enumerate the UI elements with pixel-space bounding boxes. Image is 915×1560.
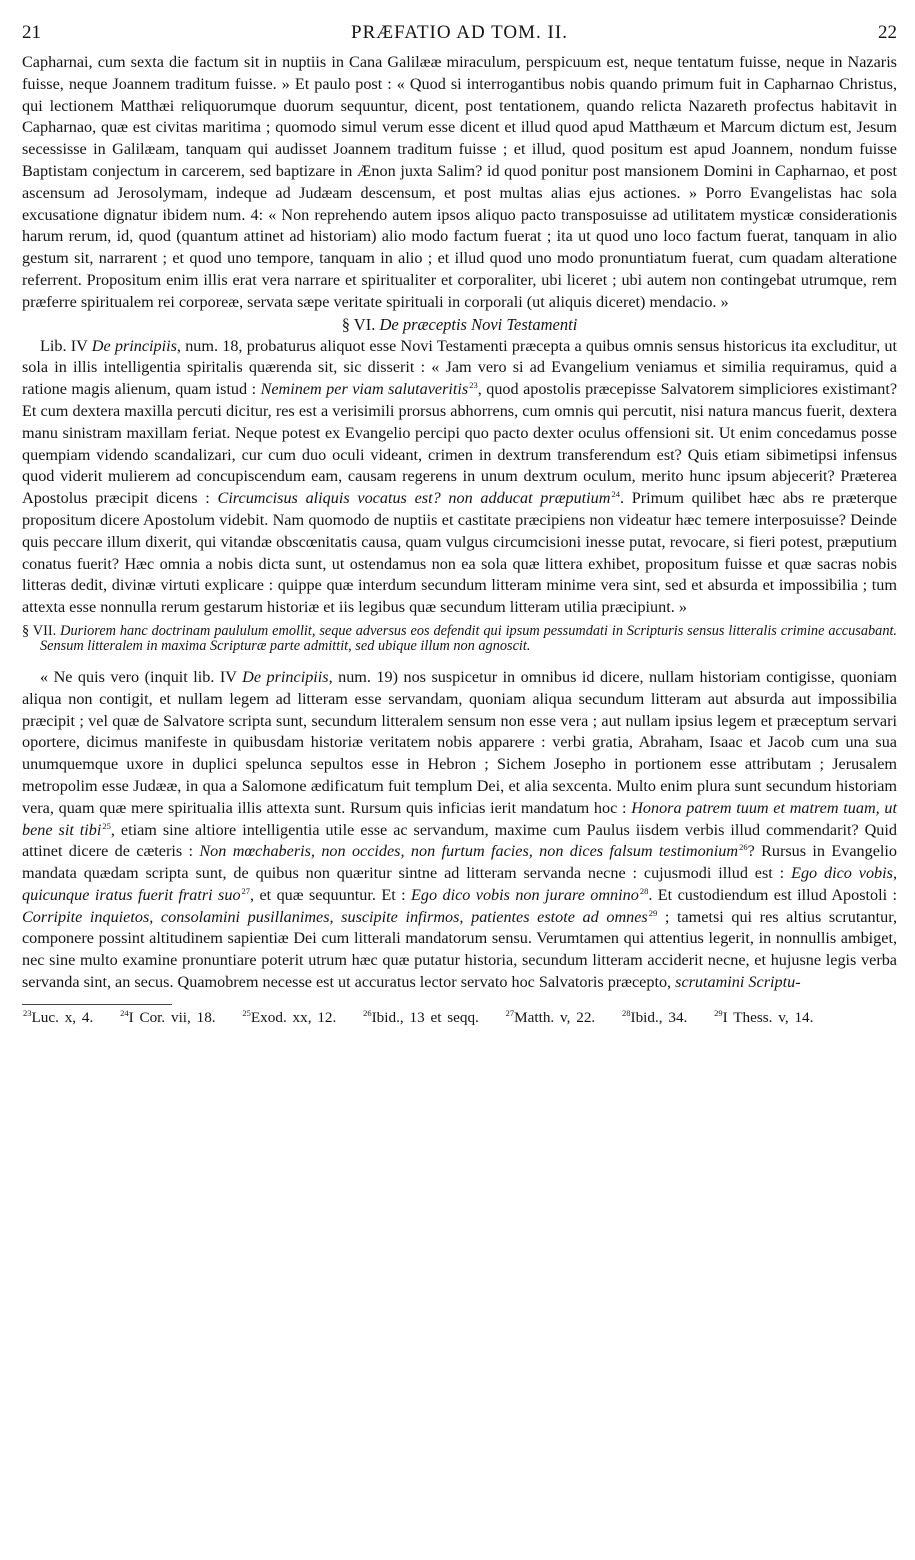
text-run: . Primum quilibet hæc abs re præterque propositum dicere Apostolum videbit. Nam quomodo de nuptiis et castitate præcipiens non videatur hæc temere interposuisse? Deinde quis peccare illum dixerit, qui vitandæ obscœnitatis causa, quam vulgus circumcisioni inesse putat, revocare, si fieri potest, præputium conatus fuerit? Hæc omnia a nobis dicta sunt, ut ostendamus non ea sola quæ littera exhibet, propositum fuisse et quæ sacras nobis litteras dedit, divinæ virtuti explicare : quippe quæ interdum secundum litteram minime vera sint, sed et absurda et impossibilia ; tum attexta esse nonnulla rerum gestarum historiæ et iis legibus quæ secundum litteram utilia præcipiunt. » bbox=[22, 489, 898, 617]
footnote-text: I Cor. vii, 18. bbox=[128, 1008, 216, 1026]
italic-run: Neminem per viam salutaveritis bbox=[260, 380, 469, 399]
footnote-ref: 27 bbox=[241, 885, 251, 896]
italic-run: De principiis bbox=[91, 336, 177, 355]
footnote-marker: 26 bbox=[363, 1007, 372, 1018]
text-run: Lib. IV bbox=[40, 336, 92, 355]
italic-run: De principiis bbox=[242, 667, 329, 686]
footnote-ref: 26 bbox=[739, 842, 748, 853]
footnote-text: Ibid., 34. bbox=[630, 1008, 688, 1026]
footnote-text: Ibid., 13 et seqq. bbox=[371, 1008, 479, 1026]
section-7-summary bbox=[22, 624, 897, 655]
footnote-ref: 28 bbox=[639, 885, 649, 896]
running-head bbox=[22, 22, 897, 52]
italic-run: Corripite inquietos, consolamini pusillanimes, suscipite infirmos, patientes estote ad omnes bbox=[22, 907, 648, 926]
page-number-right: 22 bbox=[878, 22, 897, 43]
section-6-number: § VI. bbox=[341, 314, 376, 334]
footnote-marker: 24 bbox=[120, 1007, 129, 1018]
footnote-ref: 29 bbox=[648, 907, 658, 918]
footnote-marker: 28 bbox=[622, 1007, 631, 1018]
italic-run: Circumcisus aliquis vocatus est? non adducat præputium bbox=[217, 489, 611, 508]
footnote-text: I Thess. v, 14. bbox=[722, 1008, 814, 1026]
text-run: ? Rursus in Evangelio mandata quædam scripta sunt, de quibus non quæritur sintne ad litteram servanda necne : cujusmodi illud est : bbox=[22, 842, 897, 883]
footnotes bbox=[22, 1009, 897, 1027]
page-number-left: 21 bbox=[22, 22, 41, 43]
italic-run: Non mœchaberis, non occides, non furtum facies, non dices falsum testimonium bbox=[199, 842, 739, 861]
footnote-text: Luc. x, 4. bbox=[31, 1008, 94, 1026]
paragraph-2 bbox=[22, 336, 897, 619]
text-run: , et quæ sequuntur. Et : bbox=[250, 885, 412, 904]
footnote-ref: 24 bbox=[611, 489, 620, 500]
text-run: « Ne quis vero (inquit lib. IV bbox=[40, 667, 243, 686]
text-run: ; tametsi qui res altius scrutantur, componere possint altitudinem sapientiæ Dei cum litterali mandatorum sensu. Verumtamen qui attentius legerit, in nonnullis ambiget, nec sine multo examine pronuntiare poterit utrum hæc quæ putatur historia, secundum litteram acciderit necne, et hujusne legis verba servanda sint, an secus. Quamobrem necesse est ut accuratus lector servato hoc Salvatoris præcepto, bbox=[22, 907, 897, 992]
footnote-marker: 23 bbox=[23, 1007, 32, 1018]
footnote-marker: 25 bbox=[242, 1007, 251, 1018]
footnote-marker: 27 bbox=[505, 1007, 515, 1018]
text-run: , num. 18, probaturus aliquot esse Novi Testamenti præcepta a quibus omnis sensus historicus ita excluditur, ut sola in illis intelligentia spiritalis quærenda sit, sic disserit : « Jam vero si ad Evangelium veniamus et similia requiramus, quid a ratione magis alienum, quam istud : bbox=[22, 336, 897, 399]
section-6-heading bbox=[22, 314, 897, 336]
text-run: , etiam sine altiore intelligentia utile esse ac servandum, maxime cum Paulus iisdem verbis illud commendarit? Quid attinet dicere de cæteris : bbox=[22, 820, 897, 861]
italic-run: Honora patrem tuum et matrem tuam, ut bene sit tibi bbox=[22, 798, 897, 839]
paragraph-1: Capharnai, cum sexta die factum sit in nuptiis in Cana Galilææ miraculum, perspicuum est, neque tentatum fuisse, neque in Nazaris fuisse, neque Joannem traditum fuisse. » Et paulo post : « Quod si interrogantibus nobis quando primum fuit in Capharnao Christus, qui lectionem Matthæi reliquorumque duorum sequuntur, dicent, post tentationem, quando relicta Nazareth profectus habitavit in Capharnao, quæ est civitas maritima ; quomodo simul verum esse dicent et illud quod apud Matthæum et Marcum dictum est, Jesum secessisse in Galilæam, tanquam qui audisset Joannem traditum fuisse ; et illud, quod positum est apud Joannem, nondum fuisse Baptistam conjectum in carcerem, sed baptizare in Ænon juxta Salim? id quod ponitur post mansionem Domini in Capharnao, et post ascensum ad Jerosolymam, indeque ad Judæam descensum, et post multas alias ejus actiones. » Porro Evangelistas hac sola excusatione dignatur ibidem num. 4: « Non reprehendo autem ipsos aliquo pacto transposuisse ad utilitatem mysticæ considerationis harum rerum, id, quod (quantum attinet ad historiam) alio modo factum fuerat ; ita ut quod uno loco factum fuerat, tanquam in alio gestum sit, narrarent ; et quod uno tempore, tanquam in alio ; et illud quod uno modo pronuntiatum fuerat, cum quadam alteratione referrent. Propositum enim illis erat vera narrare et spiritualiter et corporaliter, ubi liceret ; ubi autem non contingebat utrumque, rem præferre spiritualem rei corporeæ, servata sæpe veritate spirituali in corporali (ut aliquis diceret) mendacio. » bbox=[22, 53, 897, 311]
italic-run: Ego dico vobis non jurare omnino bbox=[411, 885, 639, 904]
section-6-title: De præceptis Novi Testamenti bbox=[379, 314, 578, 334]
text-run: . Et custodiendum est illud Apostoli : bbox=[648, 885, 898, 904]
section-7-summary-text: Duriorem hanc doctrinam paululum emollit, seque adversus eos defendit qui ipsum pessumdati in Scripturis sensus litteralis crimine accusabant. Sensum litteralem in maxima Scripturæ parte admittit, sed ubique illum non agnoscit. bbox=[40, 622, 898, 655]
italic-run: Ego dico vobis, quicunque iratus fuerit fratri suo bbox=[22, 864, 897, 904]
footnote-ref: 23 bbox=[469, 380, 478, 391]
running-title: PRÆFATIO AD TOM. II. bbox=[351, 22, 568, 43]
footnote-ref: 25 bbox=[102, 820, 111, 831]
footnote-rule bbox=[22, 1004, 172, 1005]
italic-run: scrutamini Scriptu- bbox=[675, 973, 801, 992]
text-run: , num. 19) nos suspicetur in omnibus id dicere, nullam historiam contigisse, quoniam aliqua non contigit, et nullam legem ad litteram esse servandam, quoniam aliqua secundum litteram aut absurda aut impossibilia præcipit ; vel quæ de Salvatore scripta sunt, secundum litteralem sensum non esse vera ; aut nullam ipsius legem et præceptum servari oportere, dicimus manifeste in quibusdam historiæ veritatem nobis apparere : verbi gratia, Abraham, Isaac et Jacob cum una sua unumquemque uxore in duplici spelunca sepultos esse in Hebron ; Sichem Josepho in portionem esse attributam ; Jerusalem metropolim esse Judææ, in qua a Salomone ædificatum fuit templum Dei, et alia sexcenta. Multo enim plura sunt secundum historiam vera, quam quæ mere spiritualia illis attexta sunt. Rursum quis inficias ierit mandatum hoc : bbox=[22, 667, 897, 817]
paragraph-3 bbox=[22, 667, 897, 994]
footnote-text: Exod. xx, 12. bbox=[250, 1008, 337, 1026]
section-7-number: § VII. bbox=[22, 622, 57, 639]
text-run: , quod apostolis præcepisse Salvatorem simpliciores existimant? Et cum dextera maxilla percuti dicitur, res est a verisimili prorsus abhorrens, cum omnis qui percutit, nisi natura mancus fuerit, dextera manu sinistram maxillam feriat. Neque potest ex Evangelio percipi quo pacto dexter oculus offensioni sit. Ut enim concedamus posse quempiam videndo scandalizari, cur cum duo oculi videant, crimen in dextrum transferendum est? Quis etiam sibimetipsi infensus quod viderit mulierem ad concupiscendum eam, causam regerens in unum dextrum oculum, merito hunc ipsum abjecerit? Præterea Apostolus præcipit dicens : bbox=[22, 380, 897, 508]
footnote-marker: 29 bbox=[714, 1007, 723, 1018]
footnote-text: Matth. v, 22. bbox=[514, 1008, 596, 1026]
page bbox=[22, 22, 897, 1027]
